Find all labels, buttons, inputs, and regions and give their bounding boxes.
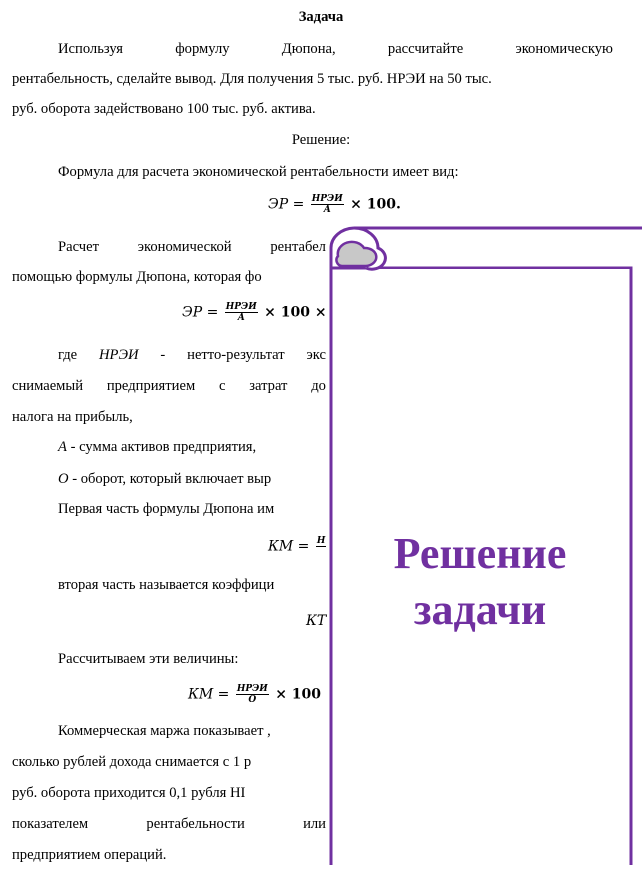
task-line-2: рентабельность, сделайте вывод. Для получения 5 тыс. руб. НРЭИ на 50 тыс.	[12, 71, 492, 87]
calc-line-1: Расчет экономической рентабел	[58, 239, 326, 255]
def-o: О - оборот, который включает выр	[58, 471, 272, 487]
solution-heading: Решение:	[291, 132, 351, 148]
task-line-1: Используя формулу Дюпона, рассчитайте экономическую	[58, 41, 613, 57]
margin-line-1: Коммерческая маржа показывает ,	[58, 723, 271, 739]
margin-line-4: показателем рентабельности или	[12, 816, 326, 832]
scroll-banner	[326, 226, 642, 871]
where-line-1: где НРЭИ - нетто-результат экс	[58, 347, 326, 363]
margin-line-3: руб. оборота приходится 0,1 рубля НІ	[12, 785, 246, 801]
banner-line-1: Решение	[393, 529, 567, 578]
km-formula: КМ = Н	[268, 536, 326, 555]
doc-title: Задача	[298, 9, 344, 25]
calc-values: Рассчитываем эти величины:	[58, 651, 239, 667]
calc-line-2: помощью формулы Дюпона, которая фо	[12, 269, 262, 285]
formula-intro: Формула для расчета экономической рентабельности имеет вид:	[58, 164, 459, 180]
banner-text	[326, 526, 634, 638]
banner-line-2: задачи	[413, 585, 547, 634]
margin-line-2: сколько рублей дохода снимается с 1 р	[12, 754, 252, 770]
margin-line-5: предприятием операций.	[12, 847, 167, 863]
first-part: Первая часть формулы Дюпона им	[58, 501, 275, 517]
where-line-2: снимаемый предприятием с затрат до	[12, 378, 326, 394]
task-line-3: руб. оборота задействовано 100 тыс. руб. актива.	[12, 101, 316, 117]
where-line-3: налога на прибыль,	[12, 409, 133, 425]
formula-1: ЭР = $\frac{\text{НРЭИ}}{А}$ × 100.	[268, 194, 401, 215]
formula-3: КМ = $\frac{\text{НРЭИ}}{О}$ × 100	[188, 684, 322, 705]
def-a: А - сумма активов предприятия,	[58, 439, 257, 455]
formula-2: ЭР = $\frac{\text{НРЭИ}}{А}$ × 100 ×	[182, 302, 327, 323]
kt-formula: КТ	[306, 613, 327, 629]
fraction: $\frac{\text{НРЭИ}}{А}$	[311, 194, 343, 215]
second-part: вторая часть называется коэффици	[58, 577, 275, 593]
